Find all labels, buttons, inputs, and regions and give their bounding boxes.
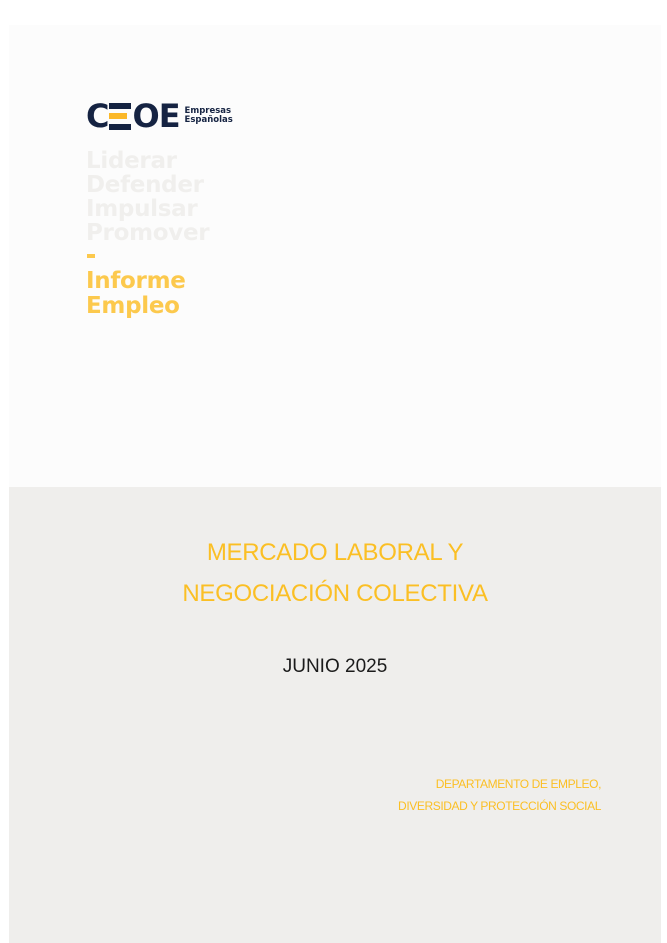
- tagline-verb: Defender: [86, 172, 204, 198]
- tagline-verb: Impulsar: [86, 196, 198, 222]
- department-line2: DIVERSIDAD Y PROTECCIÓN SOCIAL: [398, 799, 601, 813]
- tagline-verb: Promover: [86, 220, 210, 246]
- department-line1: DEPARTAMENTO DE EMPLEO,: [435, 777, 601, 791]
- logo-letters-left: C: [86, 97, 109, 135]
- report-line2: Empleo: [86, 293, 180, 319]
- logo-letters-right: OE: [132, 97, 180, 135]
- department: [398, 773, 601, 817]
- logo-wordmark: [86, 99, 180, 133]
- logo-e-mark: [109, 103, 131, 130]
- tagline-verb: Liderar: [86, 148, 177, 174]
- title-line2: NEGOCIACIÓN COLECTIVA: [182, 580, 488, 607]
- tagline-verbs: [86, 149, 209, 245]
- document-title: [9, 532, 661, 614]
- ceoe-logo: [86, 99, 233, 133]
- logo-subtitle: [185, 107, 233, 125]
- report-type: [86, 269, 186, 319]
- logo-sub-line2: Españolas: [184, 115, 233, 125]
- report-line1: Informe: [86, 268, 186, 294]
- accent-dash: [87, 254, 95, 258]
- title-line1: MERCADO LABORAL Y: [206, 539, 464, 566]
- logo-sub-line1: Empresas: [184, 106, 232, 116]
- document-date: JUNIO 2025: [282, 656, 388, 677]
